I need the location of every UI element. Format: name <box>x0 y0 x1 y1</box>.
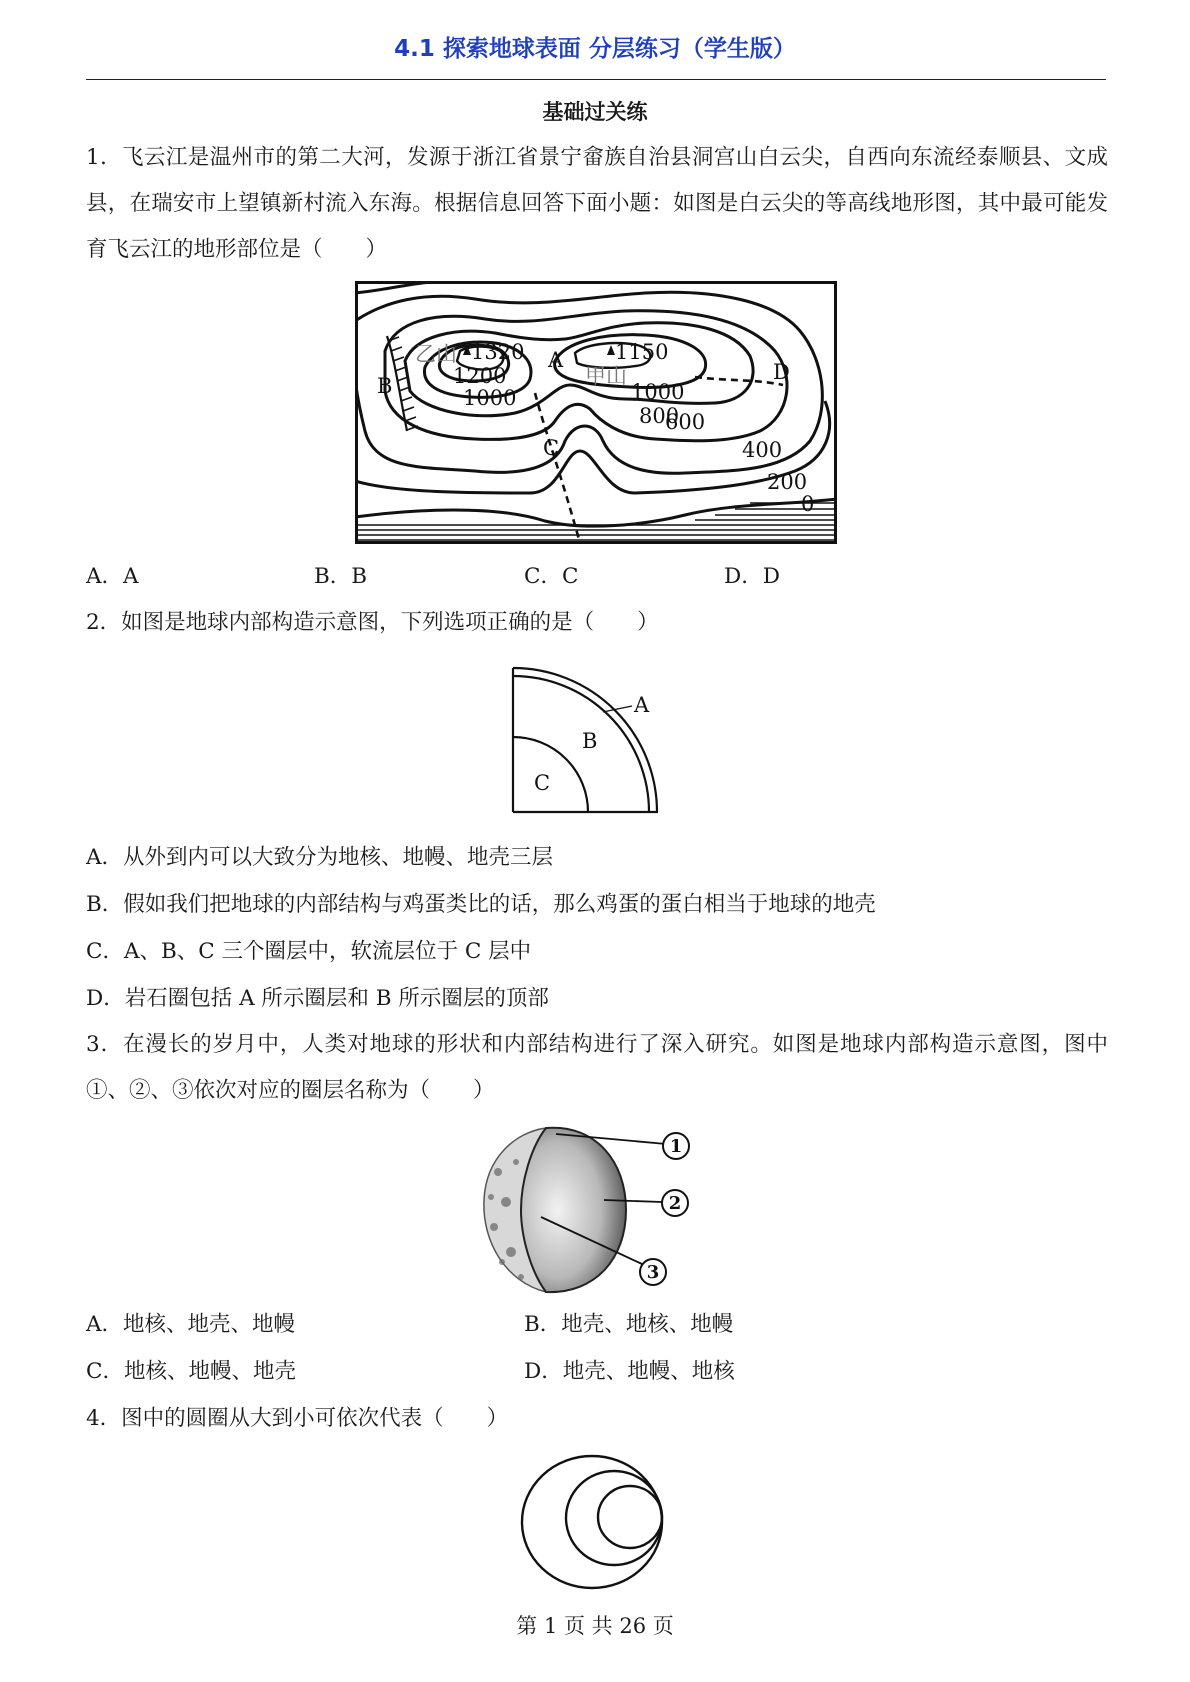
nested-circles-figure <box>518 1452 674 1592</box>
q2-option-b[interactable]: B．假如我们把地球的内部结构与鸡蛋类比的话，那么鸡蛋的蛋白相当于地球的地壳 <box>86 892 876 917</box>
q3-option-a[interactable]: A．地核、地壳、地幔 <box>86 1312 296 1337</box>
fig2-label-C: C <box>534 771 551 795</box>
header-divider <box>86 79 1106 80</box>
q3-option-d[interactable]: D．地壳、地幔、地核 <box>524 1359 735 1384</box>
fig3-label-2: 2 <box>668 1193 682 1214</box>
map-label-D: D <box>773 360 790 384</box>
map-label-B: B <box>377 374 393 398</box>
q2-option-c[interactable]: C．A、B、C 三个圈层中，软流层位于 C 层中 <box>86 939 532 964</box>
contour-map-figure <box>355 281 837 544</box>
map-label-C: C <box>543 436 560 460</box>
map-label-0: 0 <box>801 492 815 516</box>
question-3-text: 3．在漫长的岁月中，人类对地球的形状和内部结构进行了深入研究。如图是地球内部构造示意图，图中①、②、③依次对应的圈层名称为（ ） <box>86 1032 1108 1103</box>
fig3-label-1: 1 <box>669 1136 683 1157</box>
map-label-peak2-name: 甲山 <box>585 364 627 388</box>
map-label-200: 200 <box>767 470 808 494</box>
q3-option-b[interactable]: B．地壳、地核、地幔 <box>524 1312 734 1337</box>
circle-small <box>598 1486 662 1548</box>
q1-option-a[interactable]: A．A <box>86 564 139 589</box>
q2-option-d[interactable]: D．岩石圈包括 A 所示圈层和 B 所示圈层的顶部 <box>86 986 549 1011</box>
page-title: 4.1 探索地球表面 分层练习（学生版） <box>394 36 796 62</box>
map-label-800: 800 <box>639 404 680 428</box>
q1-option-c[interactable]: C．C <box>524 564 579 589</box>
q2-option-a[interactable]: A．从外到内可以大致分为地核、地幔、地壳三层 <box>86 845 554 870</box>
earth-hemisphere-figure <box>476 1122 726 1297</box>
peak-triangle-icon <box>607 345 615 355</box>
map-label-peak2-elev: 1150 <box>615 340 669 364</box>
map-label-peak1-name: 乙山 <box>415 342 457 366</box>
circle-medium <box>566 1471 662 1565</box>
question-2-text: 2．如图是地球内部构造示意图，下列选项正确的是（ ） <box>86 610 659 635</box>
map-label-1000-right: 1000 <box>631 380 685 404</box>
page-footer: 第 1 页 共 26 页 <box>516 1614 674 1638</box>
map-label-400: 400 <box>742 438 783 462</box>
question-1-text: 1．飞云江是温州市的第二大河，发源于浙江省景宁畲族自治县洞宫山白云尖，自西向东流经泰顺县、文成县，在瑞安市上望镇新村流入东海。根据信息回答下面小题：如图是白云尖的等高线地形图，其中最可能发育飞云江的地形部位是（ ） <box>86 145 1108 262</box>
map-label-600: 600 <box>665 410 706 434</box>
q3-option-c[interactable]: C．地核、地幔、地壳 <box>86 1359 296 1384</box>
dashed-line-d <box>695 377 783 385</box>
question-4-text: 4．图中的圆圈从大到小可依次代表（ ） <box>86 1406 509 1431</box>
q1-option-b[interactable]: B．B <box>314 564 368 589</box>
fig2-label-A: A <box>634 693 650 717</box>
section-title: 基础过关练 <box>542 100 648 124</box>
earth-cross-section <box>521 1128 626 1292</box>
q1-option-d[interactable]: D．D <box>724 564 780 589</box>
map-label-peak1-elev: 1320 <box>471 340 525 364</box>
map-label-A: A <box>548 348 564 372</box>
earth-structure-quadrant-figure <box>506 664 686 816</box>
sea-hatching <box>355 503 837 540</box>
fig3-label-3: 3 <box>646 1262 660 1283</box>
map-label-1200: 1200 <box>453 364 507 388</box>
fig2-label-B: B <box>582 729 598 753</box>
map-label-1000-left: 1000 <box>463 386 517 410</box>
